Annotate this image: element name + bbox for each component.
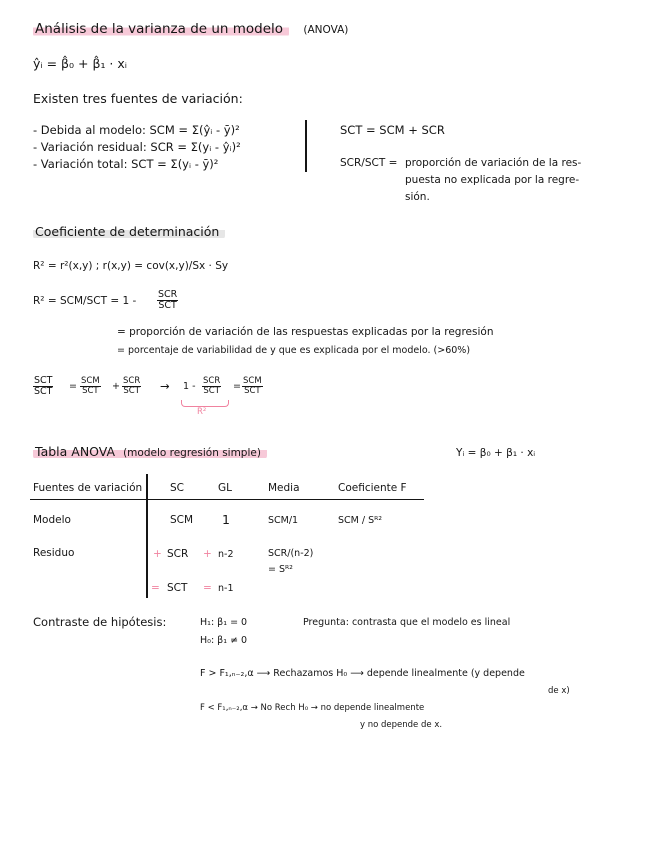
r2-brace bbox=[181, 400, 229, 407]
decomp-f1-num: SCT bbox=[34, 375, 53, 386]
sct-sum: SCT = SCM + SCR bbox=[340, 123, 445, 137]
decomp-scm-sct-2 bbox=[242, 377, 263, 396]
anova-table-title-text: Tabla ANOVA bbox=[35, 444, 116, 459]
row-model-name: Modelo bbox=[33, 514, 71, 526]
row-residuo-sign: + bbox=[153, 548, 162, 560]
header-sc: SC bbox=[170, 482, 184, 494]
row-total-gl-sign: = bbox=[203, 582, 212, 594]
anova-table-title-wrap bbox=[33, 444, 267, 459]
decomp-f5-num: SCM bbox=[243, 376, 262, 386]
row-model-media: SCM/1 bbox=[268, 515, 299, 526]
r2-definition: R² = r²(x,y) ; r(x,y) = cov(x,y)/Sx · Sy bbox=[33, 260, 229, 272]
decomp-one-minus: 1 - bbox=[183, 381, 196, 392]
decomp-f4-num: SCR bbox=[203, 376, 221, 386]
r2-fraction bbox=[157, 290, 178, 311]
decomp-eq: = bbox=[69, 381, 77, 392]
scr-sct-label: SCR/SCT = bbox=[340, 157, 398, 169]
header-gl: GL bbox=[218, 482, 232, 494]
row-residuo-gl-sign: + bbox=[203, 548, 212, 560]
decomp-scr-sct-2 bbox=[202, 377, 221, 396]
header-media: Media bbox=[268, 482, 300, 494]
decomp-f2-num: SCM bbox=[81, 376, 100, 386]
header-sources: Fuentes de variación bbox=[33, 482, 143, 494]
header-f: Coeficiente F bbox=[338, 482, 407, 494]
decomp-f3-num: SCR bbox=[123, 376, 141, 386]
row-model-f: SCM / Sᴿ² bbox=[338, 515, 383, 526]
sources-intro: Existen tres fuentes de variación: bbox=[33, 91, 243, 106]
row-residuo-sc: SCR bbox=[167, 548, 189, 560]
row-model-sc: SCM bbox=[170, 514, 194, 526]
decomp-f5-den: SCT bbox=[244, 385, 261, 396]
decomp-f1-den: SCT bbox=[34, 385, 53, 397]
row-total-gl: n-1 bbox=[218, 583, 234, 594]
decomp-scm-sct bbox=[80, 377, 101, 396]
r2-equation: R² = SCM/SCT = 1 - bbox=[33, 295, 137, 307]
row-residuo-name: Residuo bbox=[33, 547, 75, 559]
decomp-arrow: → bbox=[160, 379, 170, 393]
contrast-title: Contraste de hipótesis: bbox=[33, 615, 167, 629]
decomp-plus: + bbox=[112, 381, 120, 392]
divider-line bbox=[305, 120, 307, 172]
row-residuo-media: SCR/(n-2) bbox=[268, 548, 314, 559]
hypothesis-h1: H₁: β₁ = 0 bbox=[200, 617, 248, 628]
source-total: - Variación total: SCT = Σ(yᵢ - ȳ)² bbox=[33, 157, 219, 171]
decomp-f4-den: SCT bbox=[203, 385, 220, 396]
decomp-f3-den: SCT bbox=[123, 385, 140, 396]
simple-regression-eq: Yᵢ = β₀ + β₁ · xᵢ bbox=[456, 447, 536, 459]
row-model-gl: 1 bbox=[222, 512, 230, 527]
r2-fraction-den: SCT bbox=[158, 299, 177, 311]
decomp-sct-sct bbox=[33, 376, 53, 397]
scr-sct-desc-1: proporción de variación de la res- bbox=[405, 157, 582, 169]
case-not-reject: F < F₁,ₙ₋₂,α → No Rech H₀ → no depende linealmente bbox=[200, 703, 425, 713]
r2-brace-label: R² bbox=[197, 407, 207, 417]
case-not-reject-cont: y no depende de x. bbox=[360, 720, 443, 730]
anova-title-text: Análisis de la varianza de un modelo bbox=[33, 21, 289, 37]
source-residual: - Variación residual: SCR = Σ(yᵢ - ŷᵢ)² bbox=[33, 140, 241, 154]
decomp-eq2: = bbox=[233, 381, 241, 392]
case-reject-cont: de x) bbox=[548, 686, 570, 696]
decomp-f2-den: SCT bbox=[82, 385, 99, 396]
table-vertical-line bbox=[146, 474, 148, 598]
row-residuo-gl: n-2 bbox=[218, 549, 234, 560]
interp-1: = proporción de variación de las respuestas explicadas por la regresión bbox=[117, 326, 494, 338]
row-residuo-media-2: = Sᴿ² bbox=[268, 564, 293, 575]
determination-title bbox=[33, 225, 225, 239]
anova-table-title bbox=[33, 445, 267, 460]
determination-title-text: Coeficiente de determinación bbox=[33, 224, 225, 239]
row-total-sign: = bbox=[151, 582, 160, 594]
case-reject: F > F₁,ₙ₋₂,α ⟶ Rechazamos H₀ ⟶ depende linealmente (y depende bbox=[200, 668, 525, 679]
row-total-sc: SCT bbox=[167, 582, 188, 594]
model-equation: ŷᵢ = β̂₀ + β̂₁ · xᵢ bbox=[33, 56, 128, 71]
table-header-line bbox=[30, 499, 424, 500]
r2-fraction-num: SCR bbox=[158, 289, 178, 300]
decomp-scr-sct bbox=[122, 377, 141, 396]
anova-title-suffix: (ANOVA) bbox=[303, 24, 349, 36]
hypothesis-h0: H₀: β₁ ≠ 0 bbox=[200, 635, 248, 646]
scr-sct-desc-2: puesta no explicada por la regre- bbox=[405, 174, 580, 186]
scr-sct-desc-3: sión. bbox=[405, 191, 430, 203]
anova-table-title-suffix: (modelo regresión simple) bbox=[123, 447, 261, 459]
interp-2: = porcentaje de variabilidad de y que es explicada por el modelo. (>60%) bbox=[117, 345, 471, 356]
anova-title bbox=[33, 22, 348, 37]
source-model: - Debida al modelo: SCM = Σ(ŷᵢ - ȳ)² bbox=[33, 123, 240, 137]
contrast-question: Pregunta: contrasta que el modelo es lineal bbox=[303, 617, 511, 628]
